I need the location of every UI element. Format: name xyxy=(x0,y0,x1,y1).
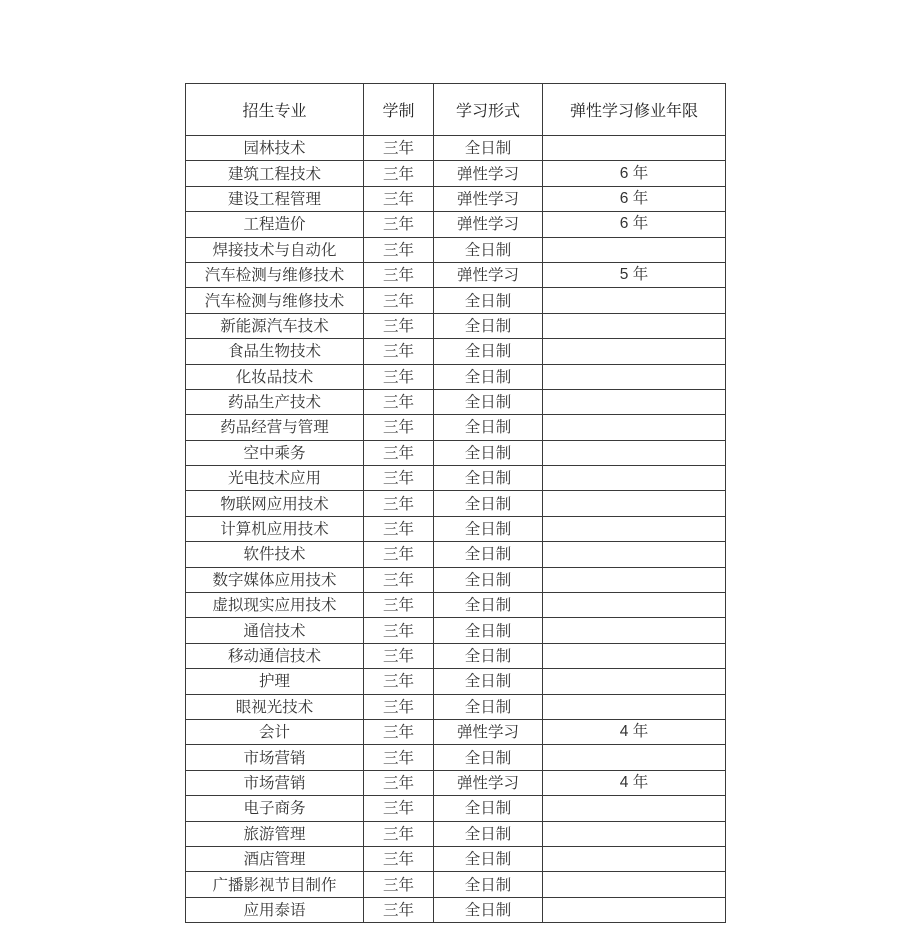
table-row xyxy=(186,567,726,592)
table-body xyxy=(186,136,726,923)
cell-duration: 三年 xyxy=(364,516,434,541)
cell-flex-years xyxy=(543,567,726,592)
cell-flex-years xyxy=(543,364,726,389)
cell-study-mode: 弹性学习 xyxy=(434,212,543,237)
cell-study-mode: 弹性学习 xyxy=(434,161,543,186)
cell-duration: 三年 xyxy=(364,466,434,491)
cell-major: 建设工程管理 xyxy=(186,186,364,211)
cell-study-mode: 全日制 xyxy=(434,136,543,161)
cell-major: 数字媒体应用技术 xyxy=(186,567,364,592)
cell-study-mode: 全日制 xyxy=(434,567,543,592)
table-header-row xyxy=(186,84,726,136)
cell-study-mode: 全日制 xyxy=(434,897,543,922)
cell-major: 电子商务 xyxy=(186,796,364,821)
cell-study-mode: 弹性学习 xyxy=(434,770,543,795)
cell-major: 药品生产技术 xyxy=(186,389,364,414)
cell-flex-years: 6 年 xyxy=(543,212,726,237)
table-row xyxy=(186,719,726,744)
cell-study-mode: 弹性学习 xyxy=(434,186,543,211)
cell-major: 建筑工程技术 xyxy=(186,161,364,186)
cell-major: 食品生物技术 xyxy=(186,339,364,364)
cell-major: 市场营销 xyxy=(186,770,364,795)
cell-duration: 三年 xyxy=(364,313,434,338)
cell-duration: 三年 xyxy=(364,694,434,719)
cell-flex-years xyxy=(543,745,726,770)
table-row xyxy=(186,313,726,338)
cell-duration: 三年 xyxy=(364,796,434,821)
cell-study-mode: 全日制 xyxy=(434,237,543,262)
enrollment-majors-table xyxy=(185,83,726,923)
cell-major: 通信技术 xyxy=(186,618,364,643)
table-row xyxy=(186,237,726,262)
cell-major: 工程造价 xyxy=(186,212,364,237)
cell-flex-years xyxy=(543,618,726,643)
cell-major: 物联网应用技术 xyxy=(186,491,364,516)
cell-duration: 三年 xyxy=(364,542,434,567)
table-row xyxy=(186,593,726,618)
header-flex-years: 弹性学习修业年限 xyxy=(543,84,726,136)
cell-study-mode: 全日制 xyxy=(434,745,543,770)
cell-flex-years xyxy=(543,339,726,364)
cell-duration: 三年 xyxy=(364,237,434,262)
cell-duration: 三年 xyxy=(364,212,434,237)
table-row xyxy=(186,415,726,440)
table-row xyxy=(186,516,726,541)
cell-flex-years xyxy=(543,846,726,871)
cell-duration: 三年 xyxy=(364,339,434,364)
table-row xyxy=(186,389,726,414)
table-row xyxy=(186,440,726,465)
table-row xyxy=(186,364,726,389)
cell-study-mode: 全日制 xyxy=(434,643,543,668)
cell-duration: 三年 xyxy=(364,821,434,846)
header-major: 招生专业 xyxy=(186,84,364,136)
cell-flex-years xyxy=(543,389,726,414)
cell-study-mode: 全日制 xyxy=(434,618,543,643)
cell-duration: 三年 xyxy=(364,846,434,871)
cell-duration: 三年 xyxy=(364,593,434,618)
cell-duration: 三年 xyxy=(364,389,434,414)
table-row xyxy=(186,491,726,516)
cell-study-mode: 全日制 xyxy=(434,313,543,338)
table-row xyxy=(186,212,726,237)
cell-duration: 三年 xyxy=(364,643,434,668)
table-row xyxy=(186,262,726,287)
cell-study-mode: 全日制 xyxy=(434,389,543,414)
cell-flex-years: 4 年 xyxy=(543,770,726,795)
cell-major: 市场营销 xyxy=(186,745,364,770)
table-row xyxy=(186,339,726,364)
cell-study-mode: 全日制 xyxy=(434,516,543,541)
cell-duration: 三年 xyxy=(364,567,434,592)
cell-major: 广播影视节目制作 xyxy=(186,872,364,897)
cell-study-mode: 全日制 xyxy=(434,415,543,440)
header-duration: 学制 xyxy=(364,84,434,136)
cell-flex-years xyxy=(543,872,726,897)
cell-study-mode: 全日制 xyxy=(434,288,543,313)
cell-major: 酒店管理 xyxy=(186,846,364,871)
cell-major: 汽车检测与维修技术 xyxy=(186,288,364,313)
cell-study-mode: 全日制 xyxy=(434,796,543,821)
table-row xyxy=(186,161,726,186)
cell-major: 园林技术 xyxy=(186,136,364,161)
cell-flex-years: 4 年 xyxy=(543,719,726,744)
cell-flex-years xyxy=(543,796,726,821)
cell-duration: 三年 xyxy=(364,415,434,440)
cell-flex-years xyxy=(543,288,726,313)
cell-study-mode: 全日制 xyxy=(434,491,543,516)
table-row xyxy=(186,872,726,897)
cell-flex-years xyxy=(543,593,726,618)
cell-major: 应用泰语 xyxy=(186,897,364,922)
cell-duration: 三年 xyxy=(364,288,434,313)
table-row xyxy=(186,643,726,668)
table-row xyxy=(186,770,726,795)
cell-flex-years xyxy=(543,237,726,262)
cell-duration: 三年 xyxy=(364,186,434,211)
cell-flex-years xyxy=(543,643,726,668)
cell-major: 护理 xyxy=(186,669,364,694)
cell-major: 焊接技术与自动化 xyxy=(186,237,364,262)
cell-study-mode: 全日制 xyxy=(434,466,543,491)
cell-duration: 三年 xyxy=(364,745,434,770)
cell-duration: 三年 xyxy=(364,897,434,922)
cell-flex-years xyxy=(543,136,726,161)
table-row xyxy=(186,136,726,161)
cell-study-mode: 全日制 xyxy=(434,846,543,871)
cell-major: 空中乘务 xyxy=(186,440,364,465)
cell-major: 新能源汽车技术 xyxy=(186,313,364,338)
cell-major: 药品经营与管理 xyxy=(186,415,364,440)
cell-study-mode: 弹性学习 xyxy=(434,262,543,287)
table-row xyxy=(186,796,726,821)
table-row xyxy=(186,669,726,694)
cell-duration: 三年 xyxy=(364,136,434,161)
cell-study-mode: 全日制 xyxy=(434,440,543,465)
cell-flex-years: 6 年 xyxy=(543,186,726,211)
table-row xyxy=(186,897,726,922)
table-row xyxy=(186,288,726,313)
cell-major: 移动通信技术 xyxy=(186,643,364,668)
cell-major: 眼视光技术 xyxy=(186,694,364,719)
header-study-mode: 学习形式 xyxy=(434,84,543,136)
table-row xyxy=(186,542,726,567)
cell-study-mode: 全日制 xyxy=(434,872,543,897)
cell-flex-years xyxy=(543,466,726,491)
cell-major: 化妆品技术 xyxy=(186,364,364,389)
cell-major: 旅游管理 xyxy=(186,821,364,846)
cell-duration: 三年 xyxy=(364,491,434,516)
cell-study-mode: 全日制 xyxy=(434,364,543,389)
cell-study-mode: 全日制 xyxy=(434,694,543,719)
cell-flex-years xyxy=(543,897,726,922)
table-row xyxy=(186,821,726,846)
cell-flex-years xyxy=(543,516,726,541)
cell-duration: 三年 xyxy=(364,770,434,795)
cell-major: 会计 xyxy=(186,719,364,744)
cell-study-mode: 全日制 xyxy=(434,593,543,618)
cell-flex-years xyxy=(543,440,726,465)
cell-study-mode: 全日制 xyxy=(434,669,543,694)
cell-flex-years: 5 年 xyxy=(543,262,726,287)
cell-duration: 三年 xyxy=(364,618,434,643)
cell-major: 汽车检测与维修技术 xyxy=(186,262,364,287)
table-row xyxy=(186,694,726,719)
table-row xyxy=(186,846,726,871)
cell-duration: 三年 xyxy=(364,364,434,389)
cell-duration: 三年 xyxy=(364,719,434,744)
table-row xyxy=(186,745,726,770)
cell-flex-years xyxy=(543,491,726,516)
cell-major: 虚拟现实应用技术 xyxy=(186,593,364,618)
cell-study-mode: 弹性学习 xyxy=(434,719,543,744)
cell-duration: 三年 xyxy=(364,262,434,287)
cell-duration: 三年 xyxy=(364,669,434,694)
cell-flex-years xyxy=(543,821,726,846)
cell-flex-years xyxy=(543,542,726,567)
cell-flex-years xyxy=(543,313,726,338)
table-row xyxy=(186,618,726,643)
cell-major: 计算机应用技术 xyxy=(186,516,364,541)
table-row xyxy=(186,466,726,491)
cell-flex-years xyxy=(543,669,726,694)
cell-study-mode: 全日制 xyxy=(434,542,543,567)
cell-flex-years xyxy=(543,415,726,440)
table-row xyxy=(186,186,726,211)
cell-major: 光电技术应用 xyxy=(186,466,364,491)
cell-duration: 三年 xyxy=(364,161,434,186)
cell-duration: 三年 xyxy=(364,872,434,897)
cell-flex-years: 6 年 xyxy=(543,161,726,186)
cell-study-mode: 全日制 xyxy=(434,339,543,364)
cell-duration: 三年 xyxy=(364,440,434,465)
cell-flex-years xyxy=(543,694,726,719)
cell-major: 软件技术 xyxy=(186,542,364,567)
cell-study-mode: 全日制 xyxy=(434,821,543,846)
